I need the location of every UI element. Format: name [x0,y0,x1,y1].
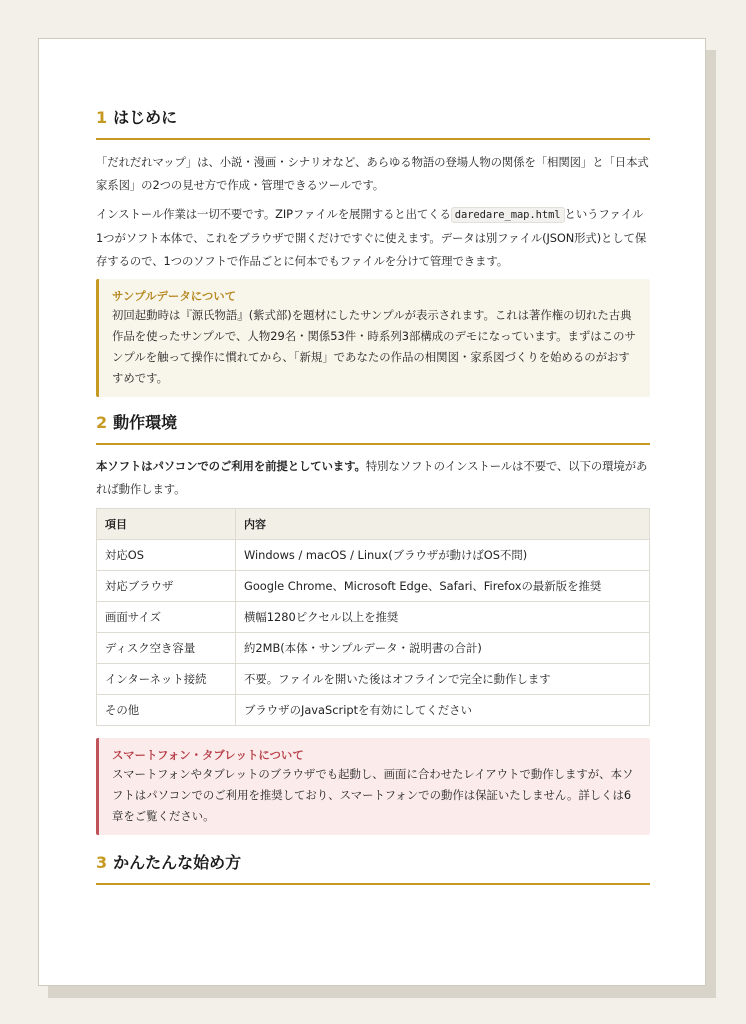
table-row [97,664,650,695]
column-header-item: 項目 [97,509,236,540]
table-cell-content: 不要。ファイルを開いた後はオフラインで完全に動作します [236,664,650,695]
note-body: スマートフォンやタブレットのブラウザでも起動し、画面に合わせたレイアウトで動作しますが、本ソフトはパソコンでのご利用を推奨しており、スマートフォンでの動作は保証いたしません。詳しくは6章をご覧ください。 [112,767,634,823]
note-body: 初回起動時は『源氏物語』(紫式部)を題材にしたサンプルが表示されます。これは著作権の切れた古典作品を使ったサンプルで、人物29名・関係53件・時系列3部構成のデモになっています。まずはこのサンプルを触って操作に慣れてから、「新規」であなたの作品の相関図・家系図づくりを始めるのがおすすめです。 [112,308,636,385]
intro-paragraph-1: 「だれだれマップ」は、小説・漫画・シナリオなど、あらゆる物語の登場人物の関係を「相関図」と「日本式家系図」の2つの見せ方で作成・管理できるツールです。 [96,155,649,192]
table-cell-content: 約2MB(本体・サンプルデータ・説明書の合計) [236,633,650,664]
filename-code: daredare_map.html [451,207,565,223]
table-cell-content: 横幅1280ピクセル以上を推奨 [236,602,650,633]
environment-intro-bold: 本ソフトはパソコンでのご利用を前提としています。 [96,459,366,473]
table-cell-item: インターネット接続 [97,664,236,695]
sample-data-note [96,279,650,397]
table-cell-item: 対応OS [97,540,236,571]
table-cell-content: Google Chrome、Microsoft Edge、Safari、Firefoxの最新版を推奨 [236,571,650,602]
note-title: サンプルデータについて [112,289,237,303]
table-cell-item: その他 [97,695,236,726]
section-title: 動作環境 [113,413,178,432]
note-title: スマートフォン・タブレットについて [112,748,304,762]
section-title: はじめに [113,108,178,127]
table-row [97,602,650,633]
table-row [97,571,650,602]
section-heading-environment [96,410,650,445]
table-cell-item: 画面サイズ [97,602,236,633]
smartphone-note [96,738,650,835]
column-header-content: 内容 [236,509,650,540]
intro-paragraph-2-text-a: インストール作業は一切不要です。ZIPファイルを展開すると出てくる [96,207,451,221]
table-cell-item: 対応ブラウザ [97,571,236,602]
table-row [97,695,650,726]
document-page [38,38,706,986]
environment-table [96,508,650,726]
section-heading-intro [96,105,650,140]
environment-intro-rest: 特別なソフトのインストールは不要で、以下の環境があれば動作します。 [96,459,648,496]
table-row [97,540,650,571]
table-cell-content: ブラウザのJavaScriptを有効にしてください [236,695,650,726]
section-number: 3 [96,853,108,872]
table-cell-content: Windows / macOS / Linux(ブラウザが動けばOS不問) [236,540,650,571]
intro-paragraph-2-text-b: というファイル1つがソフト本体で、これをブラウザで開くだけですぐに使えます。データは別ファイル(JSON形式)として保存するので、1つのソフトで作品ごとに何本でもファイルを分けて管理できます。 [96,207,647,268]
intro-paragraph-2 [96,203,650,273]
environment-intro [96,455,650,501]
table-cell-item: ディスク空き容量 [97,633,236,664]
table-header-row [97,509,650,540]
section-number: 2 [96,413,108,432]
section-number: 1 [96,108,108,127]
section-heading-getting-started [96,850,650,885]
table-row [97,633,650,664]
section-title: かんたんな始め方 [113,853,242,872]
